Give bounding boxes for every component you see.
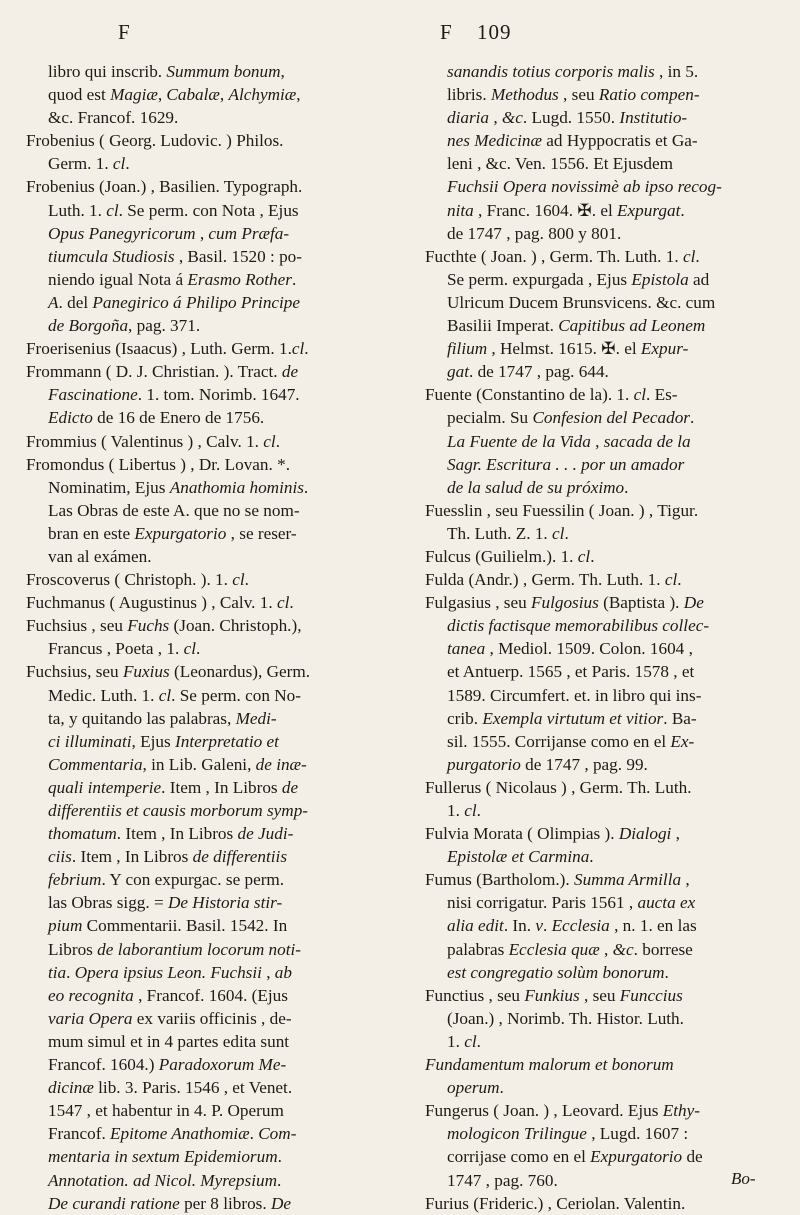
text-line: &c. Francof. 1629.: [48, 108, 179, 128]
text-line: las Obras sigg. = De Historia stir-: [48, 893, 283, 913]
text-line: et Antuerp. 1565 , et Paris. 1578 , et: [447, 662, 695, 682]
text-line: Luth. 1. cl. Se perm. con Nota , Ejus: [48, 200, 299, 220]
text-line: Fumus (Bartholom.). Summa Armilla ,: [425, 870, 690, 890]
text-line: mum simul et in 4 partes edita sunt: [48, 1031, 290, 1051]
text-line: de la salud de su próximo.: [447, 477, 629, 497]
text-line: leni , &c. Ven. 1556. Et Ejusdem: [447, 154, 673, 174]
text-line: Fromondus ( Libertus ) , Dr. Lovan. *.: [26, 454, 290, 474]
text-line: Opus Panegyricorum , cum Præfa-: [48, 223, 290, 243]
text-line: ci illuminati, Ejus Interpretatio et: [48, 731, 279, 751]
text-line: nita , Franc. 1604. ✠. el Expurgat.: [447, 200, 685, 220]
text-line: (Joan.) , Norimb. Th. Histor. Luth.: [447, 1008, 684, 1028]
text-line: thomatum. Item , In Libros de Judi-: [48, 824, 294, 844]
text-line: tiumcula Studiosis , Basil. 1520 : po-: [48, 246, 303, 266]
text-line: Furius (Frideric.) , Ceriolan. Valentin.: [425, 1193, 686, 1213]
text-line: Fullerus ( Nicolaus ) , Germ. Th. Luth.: [425, 777, 692, 797]
text-line: Se perm. expurgada , Ejus Epistola ad: [447, 269, 710, 289]
page-number: 109: [477, 20, 512, 44]
text-line: crib. Exempla virtutum et vitior. Ba-: [447, 708, 697, 728]
text-line: operum.: [447, 1078, 504, 1098]
text-line: Fulgasius , seu Fulgosius (Baptista ). De: [425, 593, 704, 613]
text-line: 1547 , et habentur in 4. P. Operum: [48, 1101, 284, 1121]
text-line: Francof. 1604.) Paradoxorum Me-: [48, 1055, 287, 1075]
text-line: 1747 , pag. 760.: [447, 1170, 558, 1190]
running-head-right: F: [440, 20, 452, 44]
text-line: dicinæ lib. 3. Paris. 1546 , et Venet.: [48, 1078, 293, 1098]
text-line: Frommann ( D. J. Christian. ). Tract. de: [26, 362, 299, 382]
text-line: Fuchsius, seu Fuxius (Leonardus), Germ.: [26, 662, 311, 682]
text-line: 1589. Circumfert. et. in libro qui ins-: [447, 685, 702, 705]
text-line: Froerisenius (Isaacus) , Luth. Germ. 1.cl.: [26, 339, 309, 359]
text-line: eo recognita , Francof. 1604. (Ejus: [48, 985, 288, 1005]
text-line: tia. Opera ipsius Leon. Fuchsii , ab: [48, 962, 292, 982]
left-column: [26, 60, 406, 1215]
text-line: Fulda (Andr.) , Germ. Th. Luth. 1. cl.: [425, 570, 682, 590]
text-line: Sagr. Escritura . . . por un amador: [447, 454, 685, 474]
text-line: libris. Methodus , seu Ratio compen-: [447, 85, 700, 105]
running-head-left: F: [118, 20, 130, 44]
text-line: libro qui inscrib. Summum bonum,: [48, 62, 285, 81]
text-line: pecialm. Su Confesion del Pecador.: [447, 408, 695, 428]
text-line: Fulcus (Guilielm.). 1. cl.: [425, 546, 595, 566]
text-line: Froscoverus ( Christoph. ). 1. cl.: [26, 570, 249, 590]
text-line: ciis. Item , In Libros de differentiis: [48, 847, 288, 867]
text-line: corrijase como en el Expurgatorio de: [447, 1147, 703, 1167]
text-line: tanea , Mediol. 1509. Colon. 1604 ,: [447, 639, 693, 659]
text-line: nisi corrigatur. Paris 1561 , aucta ex: [447, 893, 696, 913]
text-line: palabras Ecclesia quæ , &c. borrese: [447, 939, 693, 959]
text-line: Th. Luth. Z. 1. cl.: [447, 523, 569, 543]
text-line: dictis factisque memorabilibus collec-: [447, 616, 710, 636]
catchword: Bo-: [731, 1169, 756, 1188]
text-line: Medic. Luth. 1. cl. Se perm. con No-: [48, 685, 301, 705]
text-line: Frobenius (Joan.) , Basilien. Typograph.: [26, 177, 303, 197]
text-line: Frobenius ( Georg. Ludovic. ) Philos.: [26, 131, 284, 151]
text-line: Annotation. ad Nicol. Myrepsium.: [48, 1170, 282, 1190]
text-line: alia edit. In. v. Ecclesia , n. 1. en las: [447, 916, 697, 936]
text-line: Las Obras de este A. que no se nom-: [48, 500, 300, 520]
text-line: varia Opera ex variis officinis , de-: [48, 1008, 292, 1028]
text-line: bran en este Expurgatorio , se reser-: [48, 523, 297, 543]
text-line: Fuente (Constantino de la). 1. cl. Es-: [425, 385, 678, 405]
text-line: La Fuente de la Vida , sacada de la: [447, 431, 691, 451]
text-line: pium Commentarii. Basil. 1542. In: [48, 916, 288, 936]
text-line: mologicon Trilingue , Lugd. 1607 :: [447, 1124, 689, 1144]
text-line: Epistolæ et Carmina.: [447, 847, 594, 867]
text-line: de 1747 , pag. 800 y 801.: [447, 223, 622, 243]
text-line: Francus , Poeta , 1. cl.: [48, 639, 201, 659]
text-line: Fucthte ( Joan. ) , Germ. Th. Luth. 1. cl.: [425, 246, 700, 266]
text-line: ta, y quitando las palabras, Medi-: [48, 708, 277, 728]
text-line: Functius , seu Funkius , seu Funccius: [425, 985, 683, 1005]
text-line: Fuesslin , seu Fuessilin ( Joan. ) , Tigur.: [425, 500, 699, 520]
text-line: van al exámen.: [48, 546, 152, 566]
text-line: Fuchmanus ( Augustinus ) , Calv. 1. cl.: [26, 593, 294, 613]
text-line: Fascinatione. 1. tom. Norimb. 1647.: [48, 385, 300, 405]
text-line: Fungerus ( Joan. ) , Leovard. Ejus Ethy-: [425, 1101, 700, 1121]
text-line: Fulvia Morata ( Olimpias ). Dialogi ,: [425, 824, 680, 844]
text-line: Francof. Epitome Anathomiæ. Com-: [48, 1124, 297, 1144]
text-line: purgatorio de 1747 , pag. 99.: [447, 754, 648, 774]
text-line: sanandis totius corporis malis , in 5.: [447, 62, 699, 81]
text-line: Fundamentum malorum et bonorum: [425, 1055, 674, 1075]
text-line: 1. cl.: [447, 801, 481, 820]
text-line: niendo igual Nota á Erasmo Rother.: [48, 269, 297, 289]
text-line: gat. de 1747 , pag. 644.: [447, 362, 609, 382]
text-line: est congregatio solùm bonorum.: [447, 962, 669, 982]
text-line: Commentaria, in Lib. Galeni, de inæ-: [48, 754, 307, 774]
text-line: quod est Magiæ, Cabalæ, Alchymiæ,: [48, 85, 301, 105]
text-line: nes Medicinæ ad Hyppocratis et Ga-: [447, 131, 698, 151]
text-line: De curandi ratione per 8 libros. De: [48, 1193, 291, 1213]
text-line: Nominatim, Ejus Anathomia hominis.: [48, 477, 309, 497]
text-line: quali intemperie. Item , In Libros de: [48, 777, 299, 797]
text-line: Basilii Imperat. Capitibus ad Leonem: [447, 316, 706, 336]
text-line: Fuchsii Opera novissimè ab ipso recog-: [447, 177, 722, 197]
text-line: Germ. 1. cl.: [48, 154, 130, 174]
text-line: Fuchsius , seu Fuchs (Joan. Christoph.),: [26, 616, 302, 636]
text-line: filium , Helmst. 1615. ✠. el Expur-: [447, 339, 689, 359]
text-line: de Borgoña, pag. 371.: [48, 316, 201, 336]
text-line: Ulricum Ducem Brunsvicens. &c. cum: [447, 292, 716, 312]
text-line: diaria , &c. Lugd. 1550. Institutio-: [447, 108, 688, 128]
text-line: differentiis et causis morborum symp-: [48, 801, 309, 820]
text-line: Libros de laborantium locorum noti-: [48, 939, 302, 959]
text-line: Edicto de 16 de Enero de 1756.: [48, 408, 265, 428]
text-line: A. del Panegirico á Philipo Principe: [48, 292, 301, 312]
right-column: [425, 60, 793, 1215]
text-line: sil. 1555. Corrijanse como en el Ex-: [447, 731, 695, 751]
text-line: mentaria in sextum Epidemiorum.: [48, 1147, 282, 1167]
text-line: Frommius ( Valentinus ) , Calv. 1. cl.: [26, 431, 280, 451]
text-line: 1. cl.: [447, 1031, 481, 1051]
text-line: febrium. Y con expurgac. se perm.: [48, 870, 285, 890]
